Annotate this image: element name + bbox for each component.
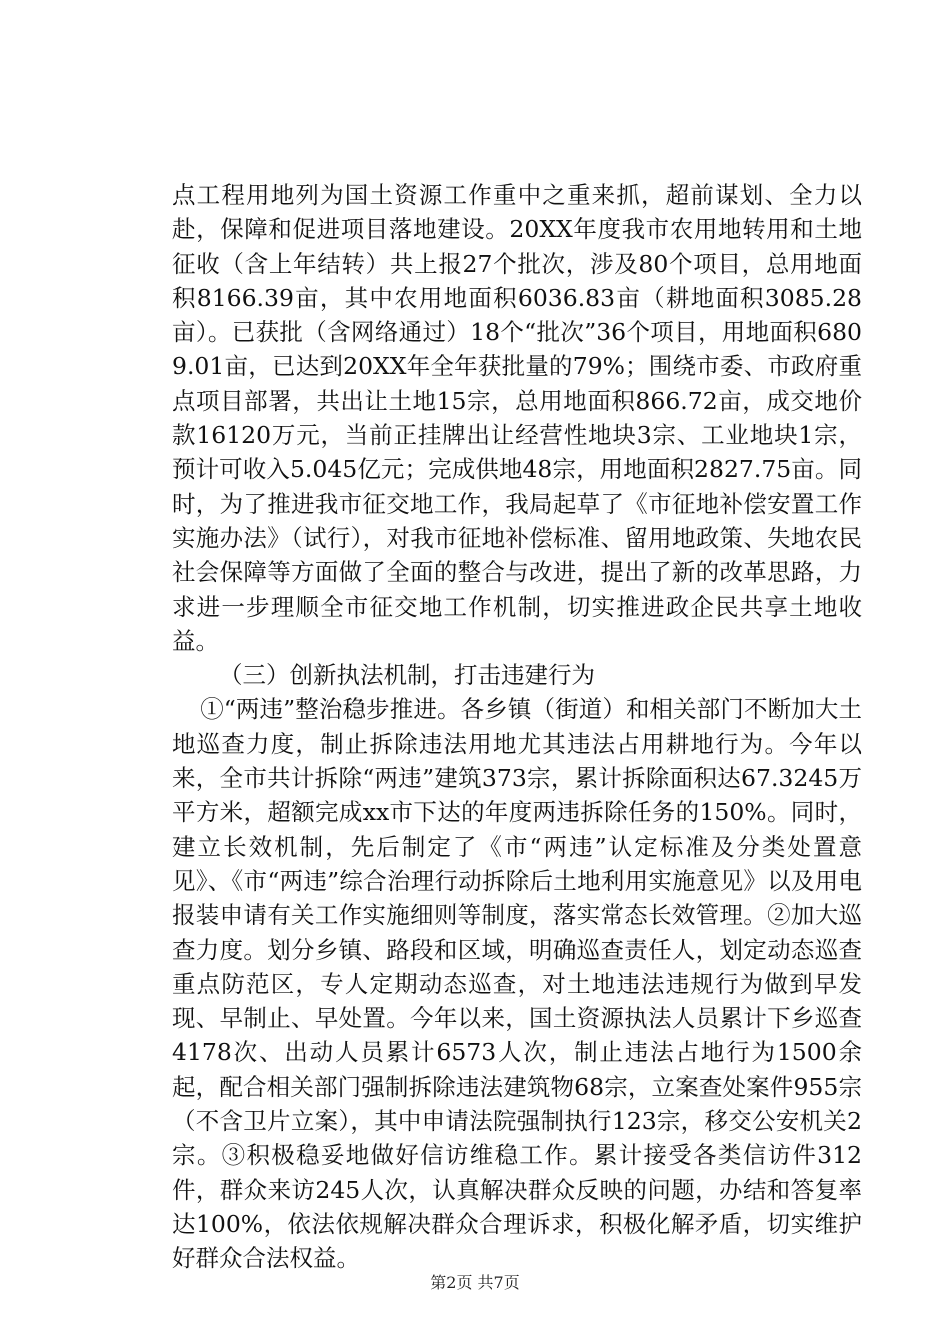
paragraph-enforcement: ①“两违”整治稳步推进。各乡镇（街道）和相关部门不断加大土地巡查力度，制止拆除违法用地尤其违法占用耕地行为。今年以来，全市共计拆除“两违”建筑373宗，累计拆除面积达67.3245万平方米，超额完成xx市下达的年度两违拆除任务的150%。同时，建立长效机制，先后制定了《市“两违”认定标准及分类处置意见》、《市“两违”综合治理行动拆除后土地利用实施意见》以及用电报装申请有关工作实施细则等制度，落实常态长效管理。②加大巡查力度。划分乡镇、路段和区域，明确巡查责任人，划定动态巡查重点防范区，专人定期动态巡查，对土地违法违规行为做到早发现、早制止、早处置。今年以来，国土资源执法人员累计下乡巡查4178次、出动人员累计6573人次，制止违法占地行为1500余起，配合相关部门强制拆除违法建筑物68宗，立案查处案件955宗（不含卫片立案），其中申请法院强制执行123宗，移交公安机关2宗。③积极稳妥地做好信访维稳工作。累计接受各类信访件312件，群众来访245人次，认真解决群众反映的问题，办结和答复率达100%，依法依规解决群众合理诉求，积极化解矛盾，切实维护好群众合法权益。 xyxy=(172,695,862,1273)
document-body xyxy=(172,178,862,1276)
section-heading: （三）创新执法机制，打击违建行为 xyxy=(219,661,595,690)
page-number-footer: 第2页 共7页 xyxy=(430,1273,520,1292)
paragraph-continuation: 点工程用地列为国土资源工作重中之重来抓，超前谋划、全力以赴，保障和促进项目落地建设。20XX年度我市农用地转用和土地征收（含上年结转）共上报27个批次，涉及80个项目，总用地面积8166.39亩，其中农用地面积6036.83亩（耕地面积3085.28亩）。已获批（含网络通过）18个“批次”36个项目，用地面积6809.01亩，已达到20XX年全年获批量的79%；围绕市委、市政府重点项目部署，共出让土地15宗，总用地面积866.72亩，成交地价款16120万元，当前正挂牌出让经营性地块3宗、工业地块1宗，预计可收入5.045亿元；完成供地48宗，用地面积2827.75亩。同时，为了推进我市征交地工作，我局起草了《市征地补偿安置工作实施办法》（试行），对我市征地补偿标准、留用地政策、失地农民社会保障等方面做了全面的整合与改进，提出了新的改革思路，力求进一步理顺全市征交地工作机制，切实推进政企民共享土地收益。 xyxy=(172,181,862,655)
